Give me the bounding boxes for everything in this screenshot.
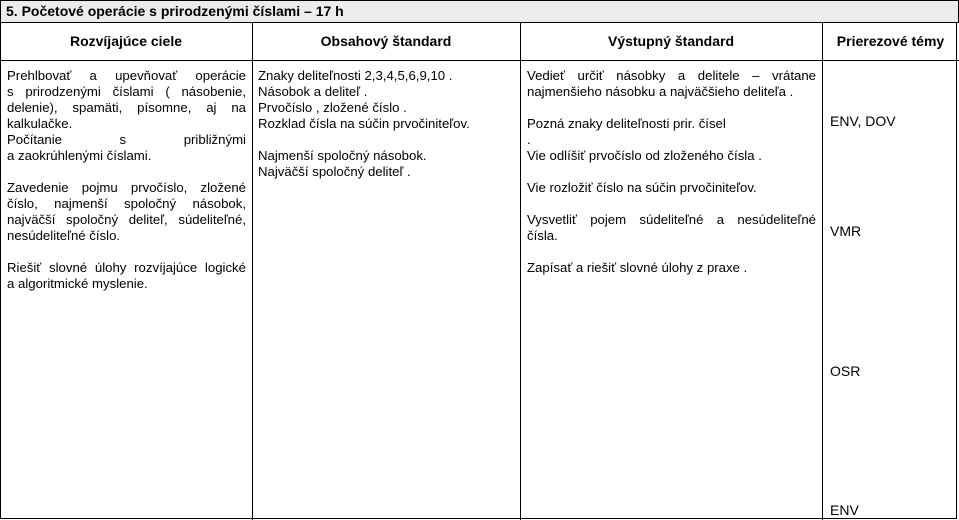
goal-text-line: nesúdeliteľné číslo.: [7, 228, 121, 243]
prierezova-tema: ENV: [830, 502, 859, 518]
outcome-text-line: .: [527, 132, 531, 147]
goal-text-line: Zavedenie pojmu prvočíslo, zložené: [7, 180, 246, 195]
goal-text-line: s prirodzenými číslami ( násobenie,: [7, 84, 246, 99]
vystupny-standard-cell: [527, 68, 816, 276]
header-vystupny-standard: Výstupný štandard: [607, 33, 735, 49]
column-divider-3: [822, 23, 823, 520]
outcome-text-line: Vie odlíšiť prvočíslo od zloženého čísla .: [527, 148, 762, 163]
outcome-text-line: Zapísať a riešiť slovné úlohy z praxe .: [527, 260, 748, 275]
rozvijajuce-ciele-cell: [7, 68, 246, 292]
prierezova-tema: OSR: [830, 363, 861, 379]
goal-text-line: číslo, najmenší spoločný násobok,: [7, 196, 246, 211]
prierezova-tema: VMR: [830, 223, 862, 239]
goal-text-line: delenie), spamäti, písomne, aj na: [7, 100, 246, 115]
section-title: 5. Početové operácie s prirodzenými číslami – 17 h: [0, 0, 959, 23]
header-obsahovy-standard: Obsahový štandard: [320, 33, 452, 49]
outcome-text-line: Vedieť určiť násobky a delitele – vrátane: [527, 68, 816, 83]
content-text-line: Najmenší spoločný násobok.: [258, 148, 427, 163]
obsahovy-standard-cell: [258, 68, 516, 180]
outcome-text-line: Vysvetliť pojem súdeliteľné a nesúdeliteľné: [527, 212, 816, 227]
goal-text-line: najväčší spoločný deliteľ, súdeliteľné,: [7, 212, 246, 227]
header-rozvijajuce-ciele: Rozvíjajúce ciele: [69, 33, 183, 49]
goal-text-line: a algoritmické myslenie.: [7, 276, 148, 291]
header-divider: [0, 60, 959, 61]
column-divider-2: [520, 23, 521, 520]
content-text-line: Najväčší spoločný deliteľ .: [258, 164, 411, 179]
prierezova-tema: ENV, DOV: [830, 113, 896, 129]
header-prierezove-temy: Prierezové témy: [836, 33, 945, 49]
outcome-text-line: najmenšieho násobku a najväčšieho deliteľa .: [527, 84, 794, 99]
content-text-line: Znaky deliteľnosti 2,3,4,5,6,9,10 .: [258, 68, 453, 83]
content-text-line: Násobok a deliteľ .: [258, 84, 368, 99]
goal-text-line: a zaokrúhlenými číslami.: [7, 148, 152, 163]
outcome-text-line: Pozná znaky deliteľnosti prir. čísel: [527, 116, 726, 131]
goal-text-line: Počítanie s približnými: [7, 132, 246, 147]
goal-text-line: Riešiť slovné úlohy rozvíjajúce logické: [7, 260, 246, 275]
content-text-line: Rozklad čísla na súčin prvočiniteľov.: [258, 116, 470, 131]
goal-text-line: Prehlbovať a upevňovať operácie: [7, 68, 246, 83]
outcome-text-line: čísla.: [527, 228, 558, 243]
outcome-text-line: Vie rozložiť číslo na súčin prvočiniteľov.: [527, 180, 757, 195]
column-divider-1: [252, 23, 253, 520]
content-text-line: Prvočíslo , zložené číslo .: [258, 100, 407, 115]
goal-text-line: kalkulačke.: [7, 116, 73, 131]
